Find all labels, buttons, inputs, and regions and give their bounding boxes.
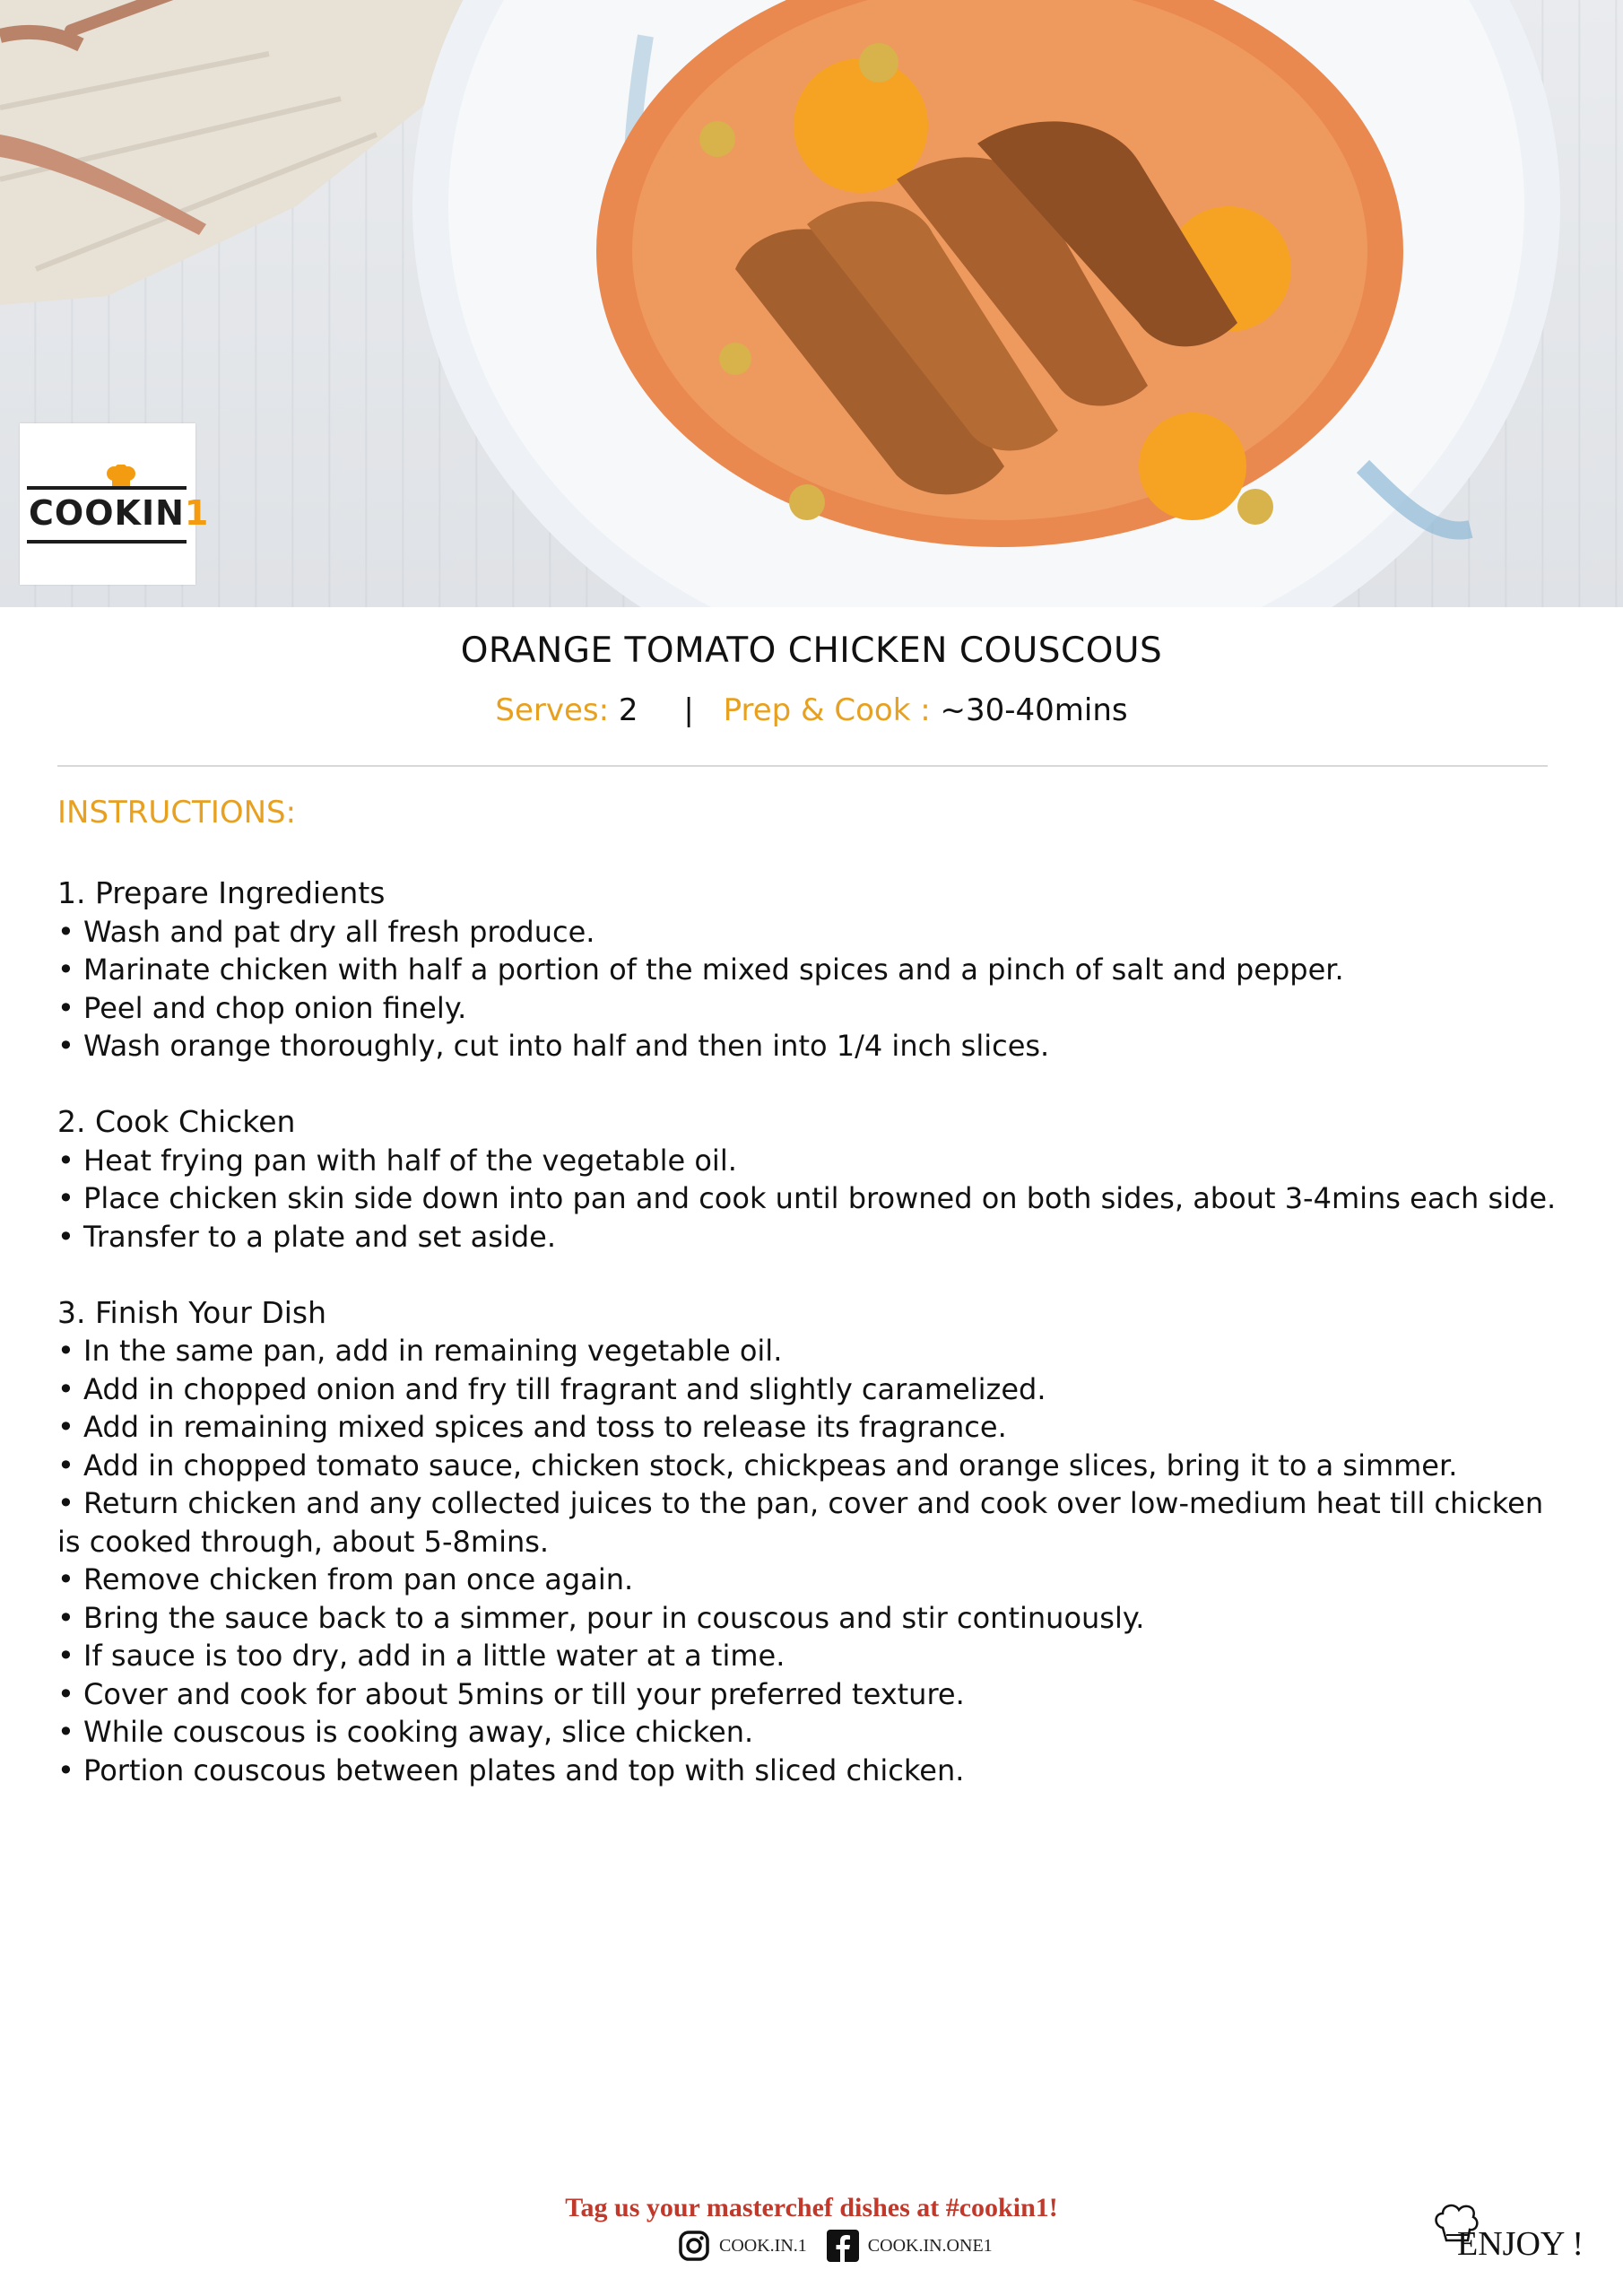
step-line: • Transfer to a plate and set aside.: [57, 1219, 556, 1254]
step-line: • Add in chopped tomato sauce, chicken stock, chickpeas and orange slices, bring it to a simmer.: [57, 1448, 1458, 1483]
hero-photo: [0, 0, 1623, 607]
logo-rule-bottom: [27, 540, 187, 544]
serves-label: Serves:: [495, 692, 610, 728]
cookin1-logo: [20, 423, 210, 585]
step-line: • If sauce is too dry, add in a little water at a time.: [57, 1639, 785, 1673]
enjoy-text: ENJOY !: [1457, 2225, 1584, 2263]
serves-value: 2: [618, 692, 638, 728]
step-line: • Place chicken skin side down into pan and cook until browned on both sides, about 3-4mins each side.: [57, 1181, 1557, 1215]
time-value: ~30-40mins: [940, 692, 1128, 728]
recipe-meta: [0, 692, 1623, 728]
facebook-icon: [827, 2230, 859, 2262]
social-links: [678, 2228, 1012, 2264]
time-label: Prep & Cook :: [723, 692, 931, 728]
step-line: • While couscous is cooking away, slice chicken.: [57, 1715, 754, 1749]
step-line: • Add in remaining mixed spices and toss to release its fragrance.: [57, 1410, 1007, 1444]
step-prepare-ingredients: [57, 874, 1564, 1065]
meta-separator: |: [683, 692, 694, 728]
footer-tagline: Tag us your masterchef dishes at #cookin1!: [565, 2193, 1058, 2222]
orange-slice: [794, 58, 928, 193]
step-title: 1. Prepare Ingredients: [57, 875, 386, 910]
step-line: • In the same pan, add in remaining vegetable oil.: [57, 1334, 783, 1368]
step-title: 2. Cook Chicken: [57, 1104, 296, 1139]
chef-hat-icon: [106, 465, 136, 488]
step-line: • Add in chopped onion and fry till fragrant and slightly caramelized.: [57, 1371, 1046, 1406]
step-line: • Portion couscous between plates and top with sliced chicken.: [57, 1752, 965, 1787]
recipe-title: ORANGE TOMATO CHICKEN COUSCOUS: [460, 631, 1163, 671]
step-line: • Wash orange thoroughly, cut into half and then into 1/4 inch slices.: [57, 1029, 1050, 1063]
divider: [57, 765, 1548, 767]
step-line: • Return chicken and any collected juices to the pan, cover and cook over low-medium heat till chicken is cooked through, about 5-8mins.: [57, 1486, 1544, 1559]
facebook-handle: COOK.IN.ONE1: [867, 2235, 993, 2256]
step-line: • Bring the sauce back to a simmer, pour in couscous and stir continuously.: [57, 1600, 1145, 1635]
step-cook-chicken: [57, 1103, 1564, 1256]
instruction-steps: [57, 874, 1564, 1828]
step-line: • Peel and chop onion finely.: [57, 990, 467, 1025]
enjoy-badge: [1421, 2197, 1601, 2269]
logo-rule-top: [27, 486, 187, 490]
step-line: • Heat frying pan with half of the vegetable oil.: [57, 1143, 737, 1178]
facebook-link[interactable]: [827, 2230, 993, 2262]
step-line: • Cover and cook for about 5mins or till your preferred texture.: [57, 1676, 965, 1711]
dish-illustration: [0, 0, 1623, 607]
instagram-link[interactable]: [678, 2230, 807, 2262]
logo-wordmark: COOKIN1: [29, 493, 210, 533]
instructions-heading: INSTRUCTIONS:: [57, 795, 297, 831]
step-line: • Marinate chicken with half a portion of the mixed spices and a pinch of salt and pepper.: [57, 952, 1344, 987]
step-line: • Remove chicken from pan once again.: [57, 1562, 634, 1596]
instagram-handle: COOK.IN.1: [719, 2235, 807, 2256]
step-title: 3. Finish Your Dish: [57, 1294, 327, 1330]
instagram-icon: [678, 2230, 710, 2262]
step-finish-dish: [57, 1294, 1564, 1790]
step-line: • Wash and pat dry all fresh produce.: [57, 914, 595, 949]
